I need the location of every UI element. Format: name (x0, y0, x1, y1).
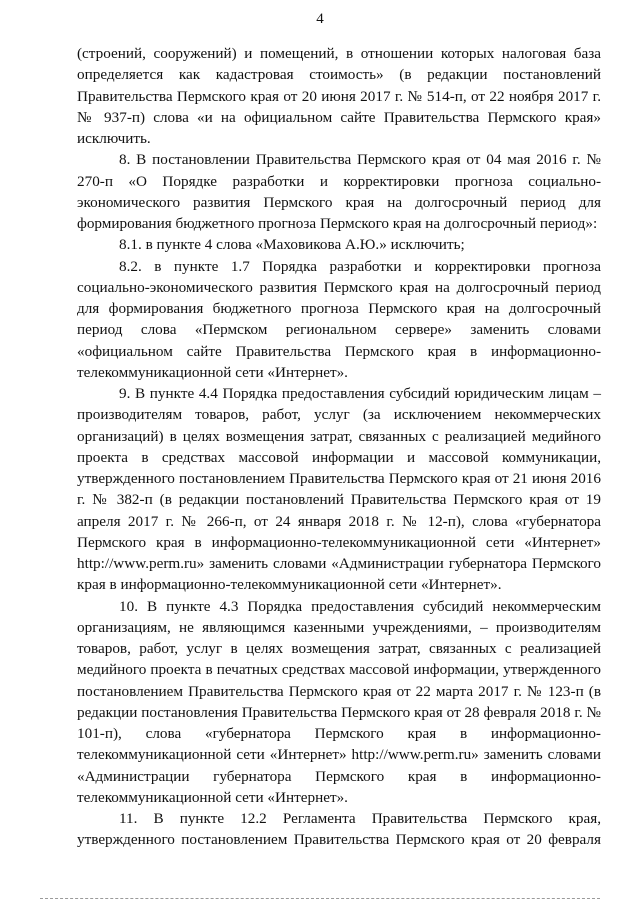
page-number: 4 (316, 11, 324, 27)
document-body (77, 43, 601, 851)
bottom-scan-rule (40, 898, 600, 899)
paragraph-item-8: 8. В постановлении Правительства Пермского края от 04 мая 2016 г. № 270-п «О Порядке разработки и корректировки прогноза социально-экономического развития Пермского края на долгосрочный период для формирования бюджетного прогноза Пермского края на долгосрочный период»: (77, 151, 601, 232)
paragraph-item-10: 10. В пункте 4.3 Порядка предоставления субсидий некоммерческим организациям, не являющимся казенными учреждениями, – производителям товаров, работ, услуг в целях возмещения затрат, связанных с реализацией медийного проекта в печатных средствах массовой информации, утвержденного постановлением Правительства Пермского края от 22 марта 2017 г. № 123-п (в редакции постановления Правительства Пермского края от 28 февраля 2018 г. № 101-п), слова «губернатора Пермского края в информационно-телекоммуникационной сети «Интернет» http://www.perm.ru» заменить словами «Администрации губернатора Пермского края в информационно-телекоммуникационной сети «Интернет». (77, 597, 601, 806)
paragraph-item-9: 9. В пункте 4.4 Порядка предоставления субсидий юридическим лицам – производителям товаров, работ, услуг (за исключением некоммерческих организаций) в целях возмещения затрат, связанных с реализацией медийного проекта в средствах массовой информации и массовой коммуникации, утвержденного постановлением Правительства Пермского края от 21 июня 2016 г. № 382-п (в редакции постановлений Правительства Пермского края от 19 апреля 2017 г. № 266-п, от 24 января 2018 г. № 12-п), слова «губернатора Пермского края в информационно-телекоммуникационной сети «Интернет» http://www.perm.ru» заменить словами «Администрации губернатора Пермского края в информационно-телекоммуникационной сети «Интернет». (77, 385, 601, 594)
paragraph-item-8-1: 8.1. в пункте 4 слова «Маховикова А.Ю.» исключить; (119, 236, 465, 254)
paragraph-continuation: (строений, сооружений) и помещений, в отношении которых налоговая база определяется как кадастровая стоимость» (в редакции постановлений Правительства Пермского края от 20 июня 2017 г. № 514-п, от 22 ноября 2017 г. № 937-п) слова «и на официальном сайте Правительства Пермского края» исключить. (77, 45, 601, 147)
paragraph-item-8-2: 8.2. в пункте 1.7 Порядка разработки и корректировки прогноза социально-экономического развития Пермского края на долгосрочный период для формирования бюджетного прогноза Пермского края на долгосрочный период слова «Пермском региональном сервере» заменить словами «официальном сайте Правительства Пермского края в информационно-телекоммуникационной сети «Интернет». (77, 257, 601, 381)
paragraph-item-11: 11. В пункте 12.2 Регламента Правительства Пермского края, утвержденного постановлением Правительства Пермского края от 20 февраля (77, 810, 601, 849)
